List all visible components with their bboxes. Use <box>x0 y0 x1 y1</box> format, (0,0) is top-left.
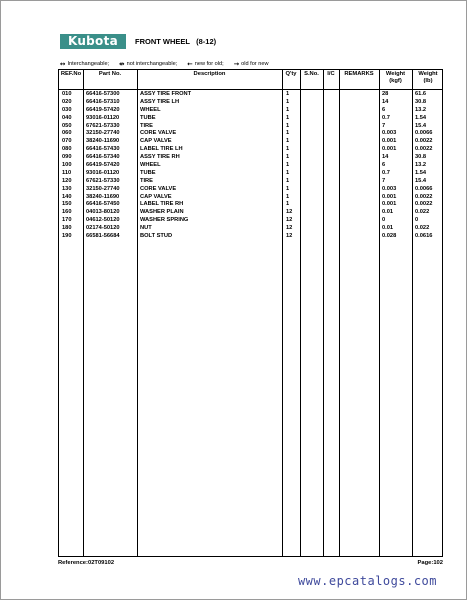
cell-part: 32150-27740 <box>86 185 120 192</box>
cell-lb: 0.0066 <box>415 130 433 137</box>
col-header-ic: I/C <box>327 71 335 77</box>
cell-kgf: 28 <box>382 91 389 97</box>
watermark-url: www.epcatalogs.com <box>297 574 437 588</box>
cell-kgf: 0.001 <box>382 138 397 145</box>
cell-lb: 0.0616 <box>415 233 433 240</box>
interchange-legend <box>60 60 269 68</box>
cell-ref: 190 <box>62 233 72 240</box>
cell-part: 66416-57300 <box>86 91 120 97</box>
cell-part: 04013-80120 <box>86 209 120 216</box>
legend-text: old for new <box>241 61 269 67</box>
cell-ref: 160 <box>62 209 72 216</box>
col-header-weight-unit: (kgf) <box>389 78 402 84</box>
cell-qty: 12 <box>286 217 293 224</box>
cell-kgf: 0.003 <box>382 185 397 192</box>
cell-ref: 010 <box>62 91 72 97</box>
crossed-double-arrow-icon: ↮ <box>119 60 125 68</box>
cell-qty: 1 <box>286 122 290 129</box>
cell-lb: 0.0022 <box>415 201 433 208</box>
cell-part: 67621-57330 <box>86 177 120 184</box>
legend-text: Interchangeable; <box>67 61 110 67</box>
cell-qty: 1 <box>286 177 290 184</box>
cell-part: 67621-57330 <box>86 122 120 129</box>
cell-kgf: 0.003 <box>382 130 397 137</box>
cell-ref: 020 <box>62 98 72 105</box>
cell-part: 32150-27740 <box>86 130 120 137</box>
cell-desc: CAP VALVE <box>140 193 172 200</box>
table-row <box>59 217 442 225</box>
cell-desc: BOLT STUD <box>140 233 173 240</box>
cell-ref: 130 <box>62 185 72 192</box>
cell-part: 38240-11690 <box>86 138 120 145</box>
legend-text: new for old; <box>194 61 224 67</box>
double-arrow-icon: ↔ <box>60 60 66 68</box>
cell-lb: 1.54 <box>415 169 427 176</box>
col-header-part: Part No. <box>98 71 122 77</box>
cell-lb: 61.6 <box>415 91 427 97</box>
cell-ref: 100 <box>62 162 72 169</box>
cell-desc: TIRE <box>140 122 153 129</box>
cell-part: 02174-50120 <box>86 225 120 232</box>
cell-kgf: 0.001 <box>382 193 397 200</box>
table-row <box>59 162 442 170</box>
cell-qty: 1 <box>286 185 290 192</box>
table-row <box>59 146 442 154</box>
cell-part: 93016-01120 <box>86 114 120 121</box>
cell-qty: 12 <box>286 209 293 216</box>
cell-qty: 12 <box>286 233 293 240</box>
cell-qty: 1 <box>286 91 290 97</box>
cell-lb: 0.0022 <box>415 146 433 153</box>
cell-lb: 13.2 <box>415 106 427 113</box>
left-arrow-icon: ← <box>187 60 193 68</box>
cell-desc: TUBE <box>140 114 156 121</box>
legend-item-not-interchangeable <box>119 60 177 68</box>
table-body <box>59 91 442 241</box>
cell-ref: 060 <box>62 130 72 137</box>
cell-desc: WHEEL <box>140 106 161 113</box>
cell-qty: 12 <box>286 225 293 232</box>
table-row <box>59 99 442 107</box>
cell-lb: 15.4 <box>415 177 427 184</box>
legend-item-new-for-old <box>187 60 223 68</box>
cell-kgf: 0.01 <box>382 209 394 216</box>
cell-qty: 1 <box>286 138 290 145</box>
cell-kgf: 0.001 <box>382 146 397 153</box>
cell-ref: 110 <box>62 169 72 176</box>
cell-ref: 140 <box>62 193 72 200</box>
cell-lb: 0.022 <box>415 225 430 232</box>
cell-lb: 30.8 <box>415 98 427 105</box>
table-row <box>59 233 442 241</box>
cell-kgf: 14 <box>382 154 389 161</box>
cell-lb: 0.0066 <box>415 185 433 192</box>
cell-kgf: 6 <box>382 106 386 113</box>
cell-lb: 15.4 <box>415 122 427 129</box>
cell-qty: 1 <box>286 193 290 200</box>
cell-qty: 1 <box>286 201 290 208</box>
cell-part: 66416-57310 <box>86 98 120 105</box>
cell-lb: 1.54 <box>415 114 427 121</box>
cell-desc: LABEL TIRE LH <box>140 146 183 153</box>
cell-ref: 080 <box>62 146 72 153</box>
cell-qty: 1 <box>286 162 290 169</box>
cell-part: 66416-57450 <box>86 201 120 208</box>
cell-lb: 13.2 <box>415 162 427 169</box>
cell-ref: 050 <box>62 122 72 129</box>
cell-kgf: 0.7 <box>382 114 390 121</box>
cell-qty: 1 <box>286 130 290 137</box>
col-header-remarks: REMARKS <box>344 71 374 77</box>
cell-desc: ASSY TIRE FRONT <box>140 91 192 97</box>
cell-lb: 0.0022 <box>415 138 433 145</box>
cell-part: 04612-50120 <box>86 217 120 224</box>
cell-qty: 1 <box>286 114 290 121</box>
cell-part: 66416-57430 <box>86 146 120 153</box>
cell-ref: 090 <box>62 154 72 161</box>
cell-ref: 120 <box>62 177 72 184</box>
legend-text: not interchangeable; <box>126 61 178 67</box>
table-row <box>59 123 442 131</box>
cell-desc: CORE VALVE <box>140 130 177 137</box>
kubota-logo: Kubota <box>60 34 126 49</box>
cell-desc: ASSY TIRE RH <box>140 154 180 161</box>
table-row <box>59 178 442 186</box>
cell-kgf: 7 <box>382 122 386 129</box>
cell-desc: ASSY TIRE LH <box>140 98 180 105</box>
cell-lb: 30.8 <box>415 154 427 161</box>
cell-ref: 180 <box>62 225 72 232</box>
table-row <box>59 107 442 115</box>
cell-lb: 0 <box>415 217 419 224</box>
col-header-desc: Description <box>193 71 226 77</box>
cell-part: 66581-56684 <box>86 233 120 240</box>
col-header-qty: Q'ty <box>285 71 297 77</box>
table-row <box>59 194 442 202</box>
cell-part: 93016-01120 <box>86 169 120 176</box>
col-header-ref: REF.No <box>60 71 82 77</box>
cell-kgf: 6 <box>382 162 386 169</box>
cell-qty: 1 <box>286 169 290 176</box>
cell-desc: NUT <box>140 225 152 232</box>
table-row <box>59 170 442 178</box>
legend-item-old-for-new <box>234 60 269 68</box>
cell-desc: LABEL TIRE RH <box>140 201 184 208</box>
cell-kgf: 0.001 <box>382 201 397 208</box>
cell-desc: TUBE <box>140 169 156 176</box>
cell-kgf: 0.028 <box>382 233 397 240</box>
legend-item-interchangeable <box>60 60 109 68</box>
cell-ref: 040 <box>62 114 72 121</box>
parts-table <box>58 69 443 557</box>
cell-kgf: 14 <box>382 98 389 105</box>
cell-kgf: 0.01 <box>382 225 394 232</box>
table-row <box>59 225 442 233</box>
cell-kgf: 7 <box>382 177 386 184</box>
cell-ref: 150 <box>62 201 72 208</box>
table-row <box>59 130 442 138</box>
cell-lb: 0.022 <box>415 209 430 216</box>
col-header-weight-unit: (lb) <box>423 78 433 84</box>
cell-ref: 170 <box>62 217 72 224</box>
table-row <box>59 201 442 209</box>
col-header-sno: S.No. <box>304 71 319 77</box>
cell-desc: WHEEL <box>140 162 161 169</box>
col-header-weight-label: Weight <box>418 71 438 77</box>
cell-desc: WASHER PLAIN <box>140 209 184 216</box>
table-row <box>59 186 442 194</box>
cell-desc: TIRE <box>140 177 153 184</box>
cell-part: 38240-11690 <box>86 193 120 200</box>
cell-qty: 1 <box>286 106 290 113</box>
reference-number: Reference:02T09102 <box>58 560 115 566</box>
cell-kgf: 0 <box>382 217 386 224</box>
cell-desc: CORE VALVE <box>140 185 177 192</box>
page-title: FRONT WHEEL (8-12) <box>135 37 217 46</box>
col-header-weight-kgf <box>379 71 412 85</box>
cell-kgf: 0.7 <box>382 169 390 176</box>
table-row <box>59 138 442 146</box>
cell-desc: WASHER SPRING <box>140 217 189 224</box>
cell-part: 66419-57420 <box>86 162 120 169</box>
header-divider <box>59 89 442 90</box>
table-row <box>59 154 442 162</box>
col-header-weight-label: Weight <box>385 71 406 77</box>
cell-desc: CAP VALVE <box>140 138 172 145</box>
cell-qty: 1 <box>286 154 290 161</box>
table-row <box>59 91 442 99</box>
cell-ref: 070 <box>62 138 72 145</box>
cell-part: 66419-57420 <box>86 106 120 113</box>
table-row <box>59 209 442 217</box>
cell-ref: 030 <box>62 106 72 113</box>
col-header-weight-lb <box>412 71 444 85</box>
page-number: Page:102 <box>417 560 443 566</box>
right-arrow-icon: → <box>233 60 240 68</box>
cell-qty: 1 <box>286 146 290 153</box>
cell-qty: 1 <box>286 98 290 105</box>
table-row <box>59 115 442 123</box>
cell-lb: 0.0022 <box>415 193 433 200</box>
cell-part: 66416-57340 <box>86 154 120 161</box>
